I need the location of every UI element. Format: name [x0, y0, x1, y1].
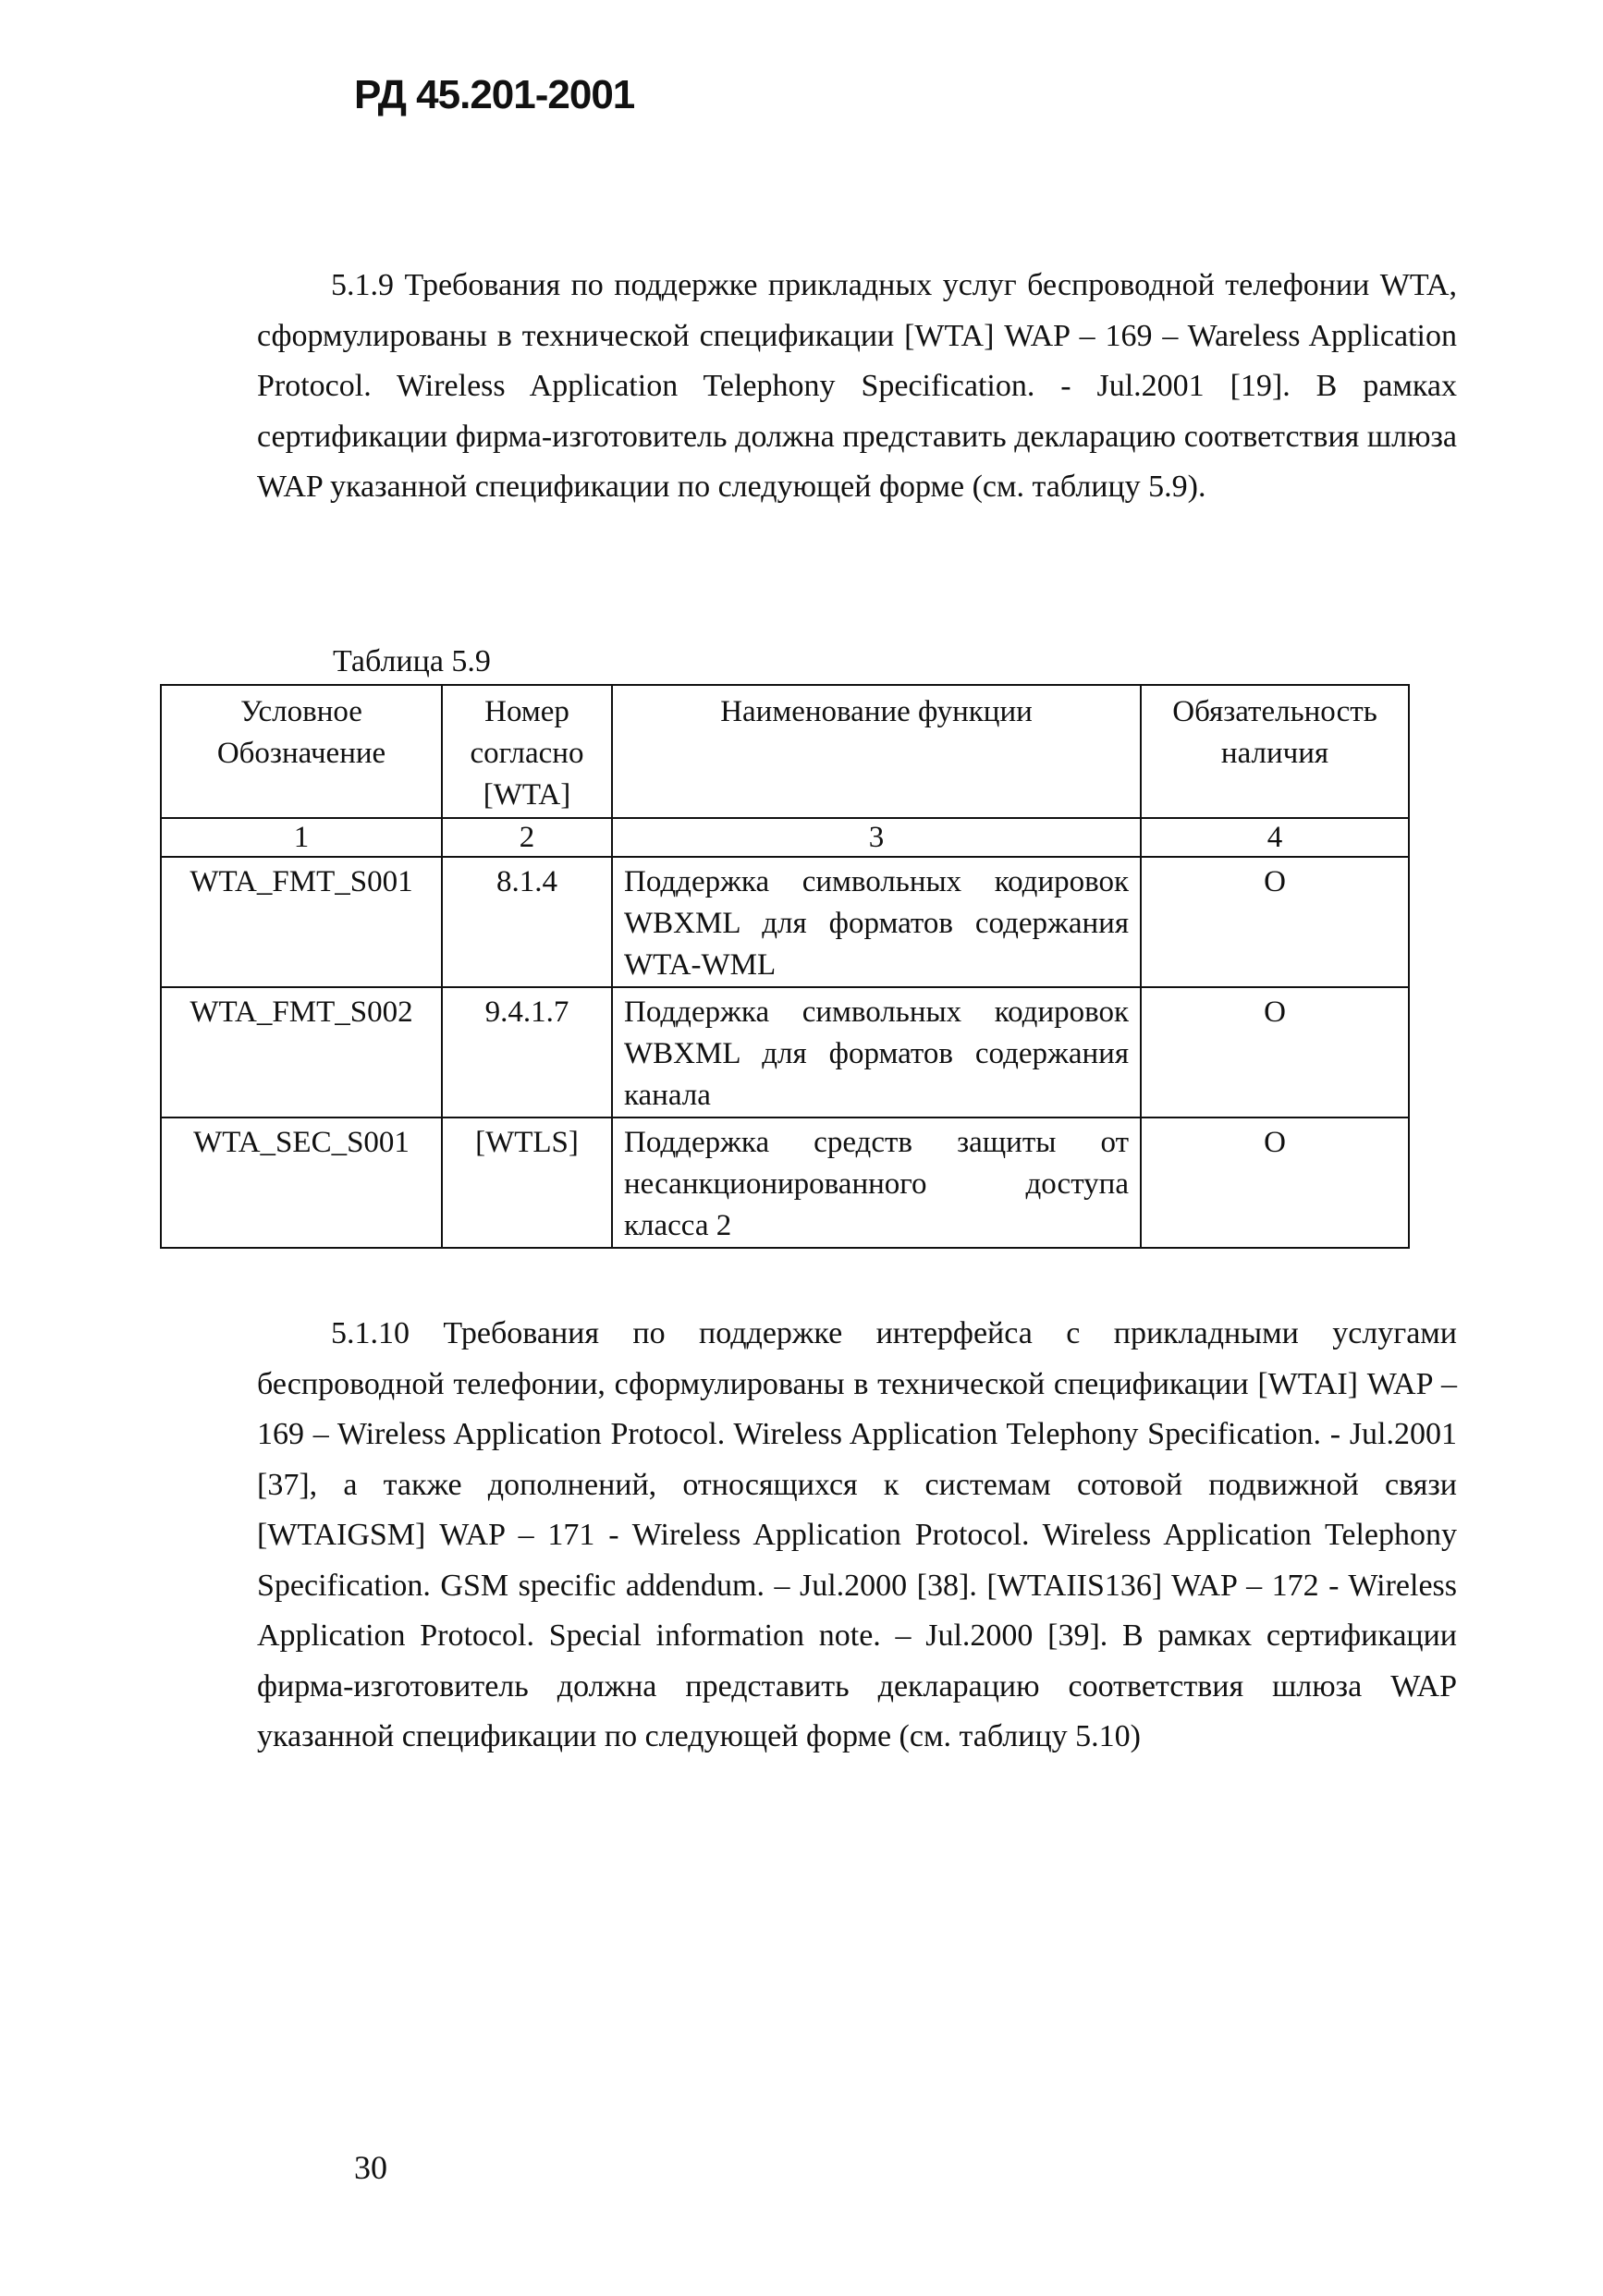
- column-number: 3: [612, 818, 1141, 857]
- document-code: РД 45.201-2001: [354, 72, 635, 117]
- column-number: 2: [442, 818, 612, 857]
- table-row: [161, 987, 1409, 1117]
- cell-code: WTA_FMT_S001: [161, 857, 442, 987]
- cell-mandatory: O: [1141, 1117, 1409, 1248]
- cell-mandatory: O: [1141, 857, 1409, 987]
- column-number-row: [161, 818, 1409, 857]
- table-header-row: [161, 685, 1409, 818]
- cell-number: 9.4.1.7: [442, 987, 612, 1117]
- page-number: 30: [354, 2149, 387, 2186]
- spec-table-5-9: [160, 684, 1410, 1249]
- cell-code: WTA_SEC_S001: [161, 1117, 442, 1248]
- cell-number: 8.1.4: [442, 857, 612, 987]
- header-function: Наименование функции: [612, 685, 1141, 818]
- header-code: Условное Обозначение: [161, 685, 442, 818]
- cell-function: Поддержка символьных кодировок WBXML для форматов содержания WTA-WML: [612, 857, 1141, 987]
- cell-function: Поддержка средств защиты от несанкционированного доступа класса 2: [612, 1117, 1141, 1248]
- cell-code: WTA_FMT_S002: [161, 987, 442, 1117]
- paragraph-5-1-10-text: 5.1.10 Требования по поддержке интерфейса с прикладными услугами беспроводной телефонии, сформулированы в технической спецификации [WTAI] WAP – 169 – Wireless Application Protocol. Wireless Application Telephony Specification. - Jul.2001 [37], а также дополнений, относящихся к системам сотовой подвижной связи [WTAIGSM] WAP – 171 - Wireless Application Protocol. Wireless Application Telephony Specification. GSM specific addendum. – Jul.2000 [38]. [WTAIIS136] WAP – 172 - Wireless Application Protocol. Special information note. – Jul.2000 [39]. В рамках сертификации фирма-изготовитель должна представить декларацию соответствия шлюза WAP указанной спецификации по следующей форме (см. таблицу 5.10): [257, 1316, 1457, 1753]
- cell-mandatory: O: [1141, 987, 1409, 1117]
- header-number: Номер согласно [WTA]: [442, 685, 612, 818]
- table-caption: Таблица 5.9: [333, 644, 491, 678]
- table-row: [161, 1117, 1409, 1248]
- paragraph-5-1-9-text: 5.1.9 Требования по поддержке прикладных услуг беспроводной телефонии WTA, сформулированы в технической спецификации [WTA] WAP – 169 – Wareless Application Protocol. Wireless Application Telephony Specification. - Jul.2001 [19]. В рамках сертификации фирма-изготовитель должна представить декларацию соответствия шлюза WAP указанной спецификации по следующей форме (см. таблицу 5.9).: [257, 268, 1457, 504]
- column-number: 4: [1141, 818, 1409, 857]
- column-number: 1: [161, 818, 442, 857]
- paragraph-5-1-9: [257, 261, 1457, 513]
- paragraph-5-1-10: [257, 1309, 1457, 1763]
- cell-number: [WTLS]: [442, 1117, 612, 1248]
- header-mandatory: Обязательность наличия: [1141, 685, 1409, 818]
- cell-function: Поддержка символьных кодировок WBXML для форматов содержания канала: [612, 987, 1141, 1117]
- table-row: [161, 857, 1409, 987]
